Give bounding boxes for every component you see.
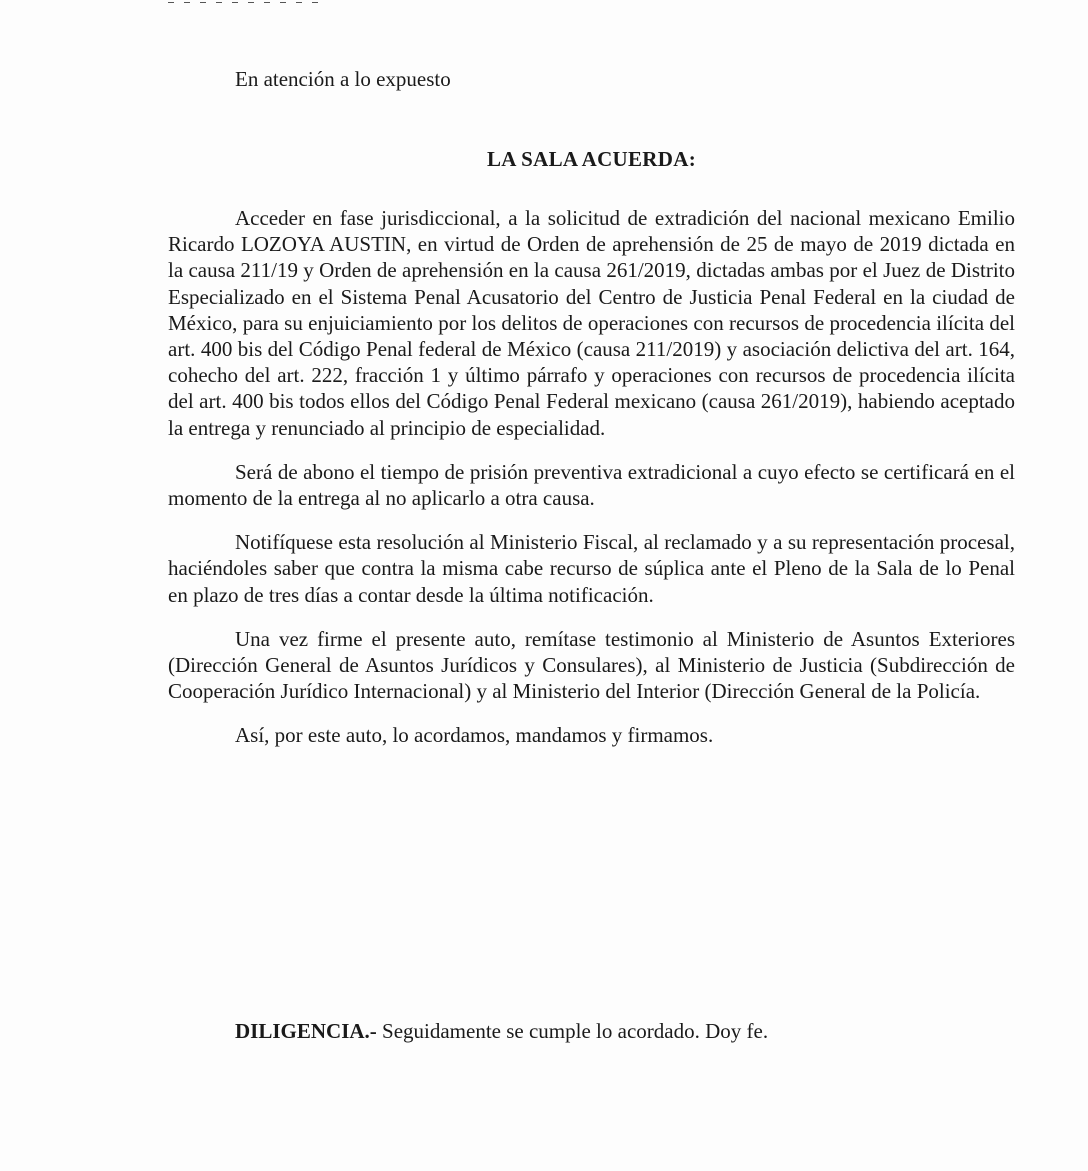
paragraph-notification: Notifíquese esta resolución al Ministerio Fiscal, al reclamado y a su representación procesal, haciéndoles saber que contra la misma cabe recurso de súplica ante el Pleno de la Sala de lo Penal en plazo de tres días a contar desde la última notificación. [168,530,1015,607]
paragraph-prison-credit: Será de abono el tiempo de prisión preventiva extradicional a cuyo efecto se certificará en el momento de la entrega al no aplicarlo a otra causa. [168,459,1015,511]
cut-off-text-fragment [168,0,358,4]
paragraph-testimony: Una vez firme el presente auto, remítase testimonio al Ministerio de Asuntos Exteriores (Dirección General de Asuntos Jurídicos y Consulares), al Ministerio de Justicia (Subdirección de Cooperación Jurídico Internacional) y al Ministerio del Interior (Dirección General de la Policía. [168,626,1015,704]
diligencia-line [235,1018,768,1044]
paragraph-extradition: Acceder en fase jurisdiccional, a la solicitud de extradición del nacional mexicano Emilio Ricardo LOZOYA AUSTIN, en virtud de Orden de aprehensión de 25 de mayo de 2019 dictada en la causa 211/19 y Orden de aprehensión en la causa 261/2019, dictadas ambas por el Juez de Distrito Especializado en el Sistema Penal Acusatorio del Centro de Justicia Penal Federal en la ciudad de México, para su enjuiciamiento por los delitos de operaciones con recursos de procedencia ilícita del art. 400 bis del Código Penal federal de México (causa 211/2019) y asociación delictiva del art. 164, cohecho del art. 222, fracción 1 y último párrafo y operaciones con recursos de procedencia ilícita del art. 400 bis todos ellos del Código Penal Federal mexicano (causa 261/2019), habiendo aceptado la entrega y renunciado al principio de especialidad. [168,206,1015,440]
resolution-heading: LA SALA ACUERDA: [486,147,696,171]
resolution-body [168,205,1015,767]
diligencia-label: DILIGENCIA.- [235,1019,377,1043]
paragraph-closing: Así, por este auto, lo acordamos, mandamos y firmamos. [235,723,714,748]
diligencia-text: Seguidamente se cumple lo acordado. Doy fe. [376,1019,769,1043]
intro-line: En atención a lo expuesto [235,67,451,91]
